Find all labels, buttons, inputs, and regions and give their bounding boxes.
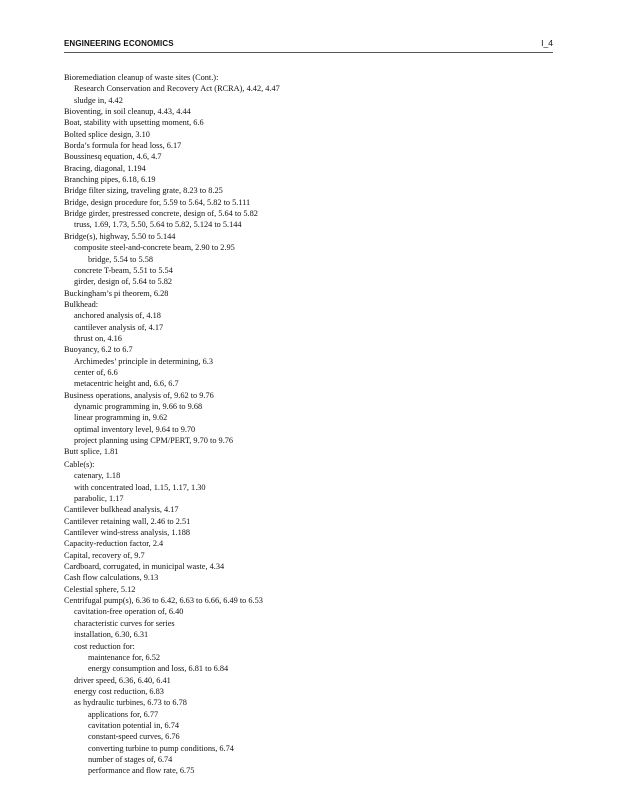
index-entry: Celestial sphere, 5.12 [64, 584, 136, 594]
index-entry: Buckingham’s pi theorem, 6.28 [64, 288, 169, 298]
index-subentry: composite steel-and-concrete beam, 2.90 to 2.95 [74, 243, 235, 253]
index-entry: Cantilever retaining wall, 2.46 to 2.51 [64, 516, 191, 526]
index-entry: Bulkhead: [64, 299, 99, 309]
index-subentry: catenary, 1.18 [74, 471, 121, 481]
index-subentry: project planning using CPM/PERT, 9.70 to 9.76 [74, 436, 234, 445]
index-entry: Bridge girder, prestressed concrete, design of, 5.64 to 5.82 [64, 209, 258, 219]
index-subentry: driver speed, 6.36, 6.40, 6.41 [74, 675, 171, 685]
index-subentry: truss, 1.69, 1.73, 5.50, 5.64 to 5.82, 5.124 to 5.144 [74, 220, 242, 230]
index-entry: Borda’s formula for head loss, 6.17 [64, 141, 182, 151]
index-subentry: parabolic, 1.17 [74, 494, 124, 504]
index-entry: Bridge filter sizing, traveling grate, 8.23 to 8.25 [64, 186, 223, 196]
index-subentry: constant-speed curves, 6.76 [88, 732, 180, 742]
index-entry: Capacity-reduction factor, 2.4 [64, 539, 164, 549]
index-subentry: number of stages of, 6.74 [88, 754, 173, 764]
index-subentry: performance and flow rate, 6.75 [88, 766, 195, 776]
index-entry: Cable(s): [64, 460, 95, 469]
index-entry: Capital, recovery of, 9.7 [64, 550, 145, 560]
index-entry: Bridge(s), highway, 5.50 to 5.144 [64, 231, 176, 241]
index-subentry: Research Conservation and Recovery Act (RCRA), 4.42, 4.47 [74, 84, 280, 94]
header-title: ENGINEERING ECONOMICS [64, 39, 174, 48]
index-entry: Boat, stability with upsetting moment, 6.6 [64, 118, 204, 128]
index-subentry: cavitation-free operation of, 6.40 [74, 607, 184, 617]
index-subentry: optimal inventory level, 9.64 to 9.70 [74, 424, 196, 434]
index-entry: Buoyancy, 6.2 to 6.7 [64, 345, 133, 355]
index-subentry: bridge, 5.54 to 5.58 [88, 254, 153, 264]
index-subentry: thrust on, 4.16 [74, 333, 122, 343]
index-subentry: cantilever analysis of, 4.17 [74, 322, 164, 332]
index-subentry: Archimedes’ principle in determining, 6.3 [74, 356, 214, 366]
index-subentry: applications for, 6.77 [88, 709, 159, 719]
index-subentry: maintenance for, 6.52 [88, 652, 161, 662]
index-subentry: installation, 6.30, 6.31 [74, 630, 149, 640]
index-entry: Bracing, diagonal, 1.194 [64, 163, 146, 173]
index-subentry: with concentrated load, 1.15, 1.17, 1.30 [74, 482, 206, 492]
index-subentry: dynamic programming in, 9.66 to 9.68 [74, 401, 203, 411]
index-subentry: cost reduction for: [74, 641, 135, 651]
index-subentry: girder, design of, 5.64 to 5.82 [74, 277, 173, 287]
index-subentry: as hydraulic turbines, 6.73 to 6.78 [74, 698, 187, 708]
index-subentry: energy consumption and loss, 6.81 to 6.84 [88, 664, 229, 674]
index-entry: Boussinesq equation, 4.6, 4.7 [64, 152, 162, 162]
index-subentry: cavitation potential in, 6.74 [88, 720, 180, 730]
index-entry: Butt splice, 1.81 [64, 447, 119, 457]
index-entry: Business operations, analysis of, 9.62 to 9.76 [64, 390, 214, 400]
index-subentry: energy cost reduction, 6.83 [74, 686, 164, 696]
index-subentry: converting turbine to pump conditions, 6.74 [88, 743, 234, 753]
index-entry: Bolted splice design, 3.10 [64, 129, 150, 139]
page-number: I_4 [541, 38, 553, 48]
index-entry: Cash flow calculations, 9.13 [64, 573, 159, 583]
index-subentry: concrete T-beam, 5.51 to 5.54 [74, 265, 173, 275]
index-entry: Bridge, design procedure for, 5.59 to 5.64, 5.82 to 5.111 [64, 197, 251, 207]
index-subentry: sludge in, 4.42 [74, 95, 123, 105]
index-subentry: metacentric height and, 6.6, 6.7 [74, 379, 179, 389]
index-subentry: characteristic curves for series [74, 618, 175, 628]
index-subentry: anchored analysis of, 4.18 [74, 311, 161, 321]
index-block-b [64, 72, 584, 458]
index-entry: Bioventing, in soil cleanup, 4.43, 4.44 [64, 107, 191, 117]
index-subentry: linear programming in, 9.62 [74, 413, 168, 423]
index-subentry: center of, 6.6 [74, 367, 118, 377]
index-entry: Cantilever bulkhead analysis, 4.17 [64, 505, 179, 515]
index-entry: Bioremediation cleanup of waste sites (Cont.): [64, 73, 219, 82]
index-entry: Cardboard, corrugated, in municipal waste, 4.34 [64, 562, 225, 572]
index-entry: Cantilever wind-stress analysis, 1.188 [64, 528, 191, 538]
page-header [64, 38, 553, 53]
index-entry: Centrifugal pump(s), 6.36 to 6.42, 6.63 to 6.66, 6.49 to 6.53 [64, 596, 263, 606]
index-entry: Branching pipes, 6.18, 6.19 [64, 175, 156, 185]
index-block-c [64, 459, 584, 777]
